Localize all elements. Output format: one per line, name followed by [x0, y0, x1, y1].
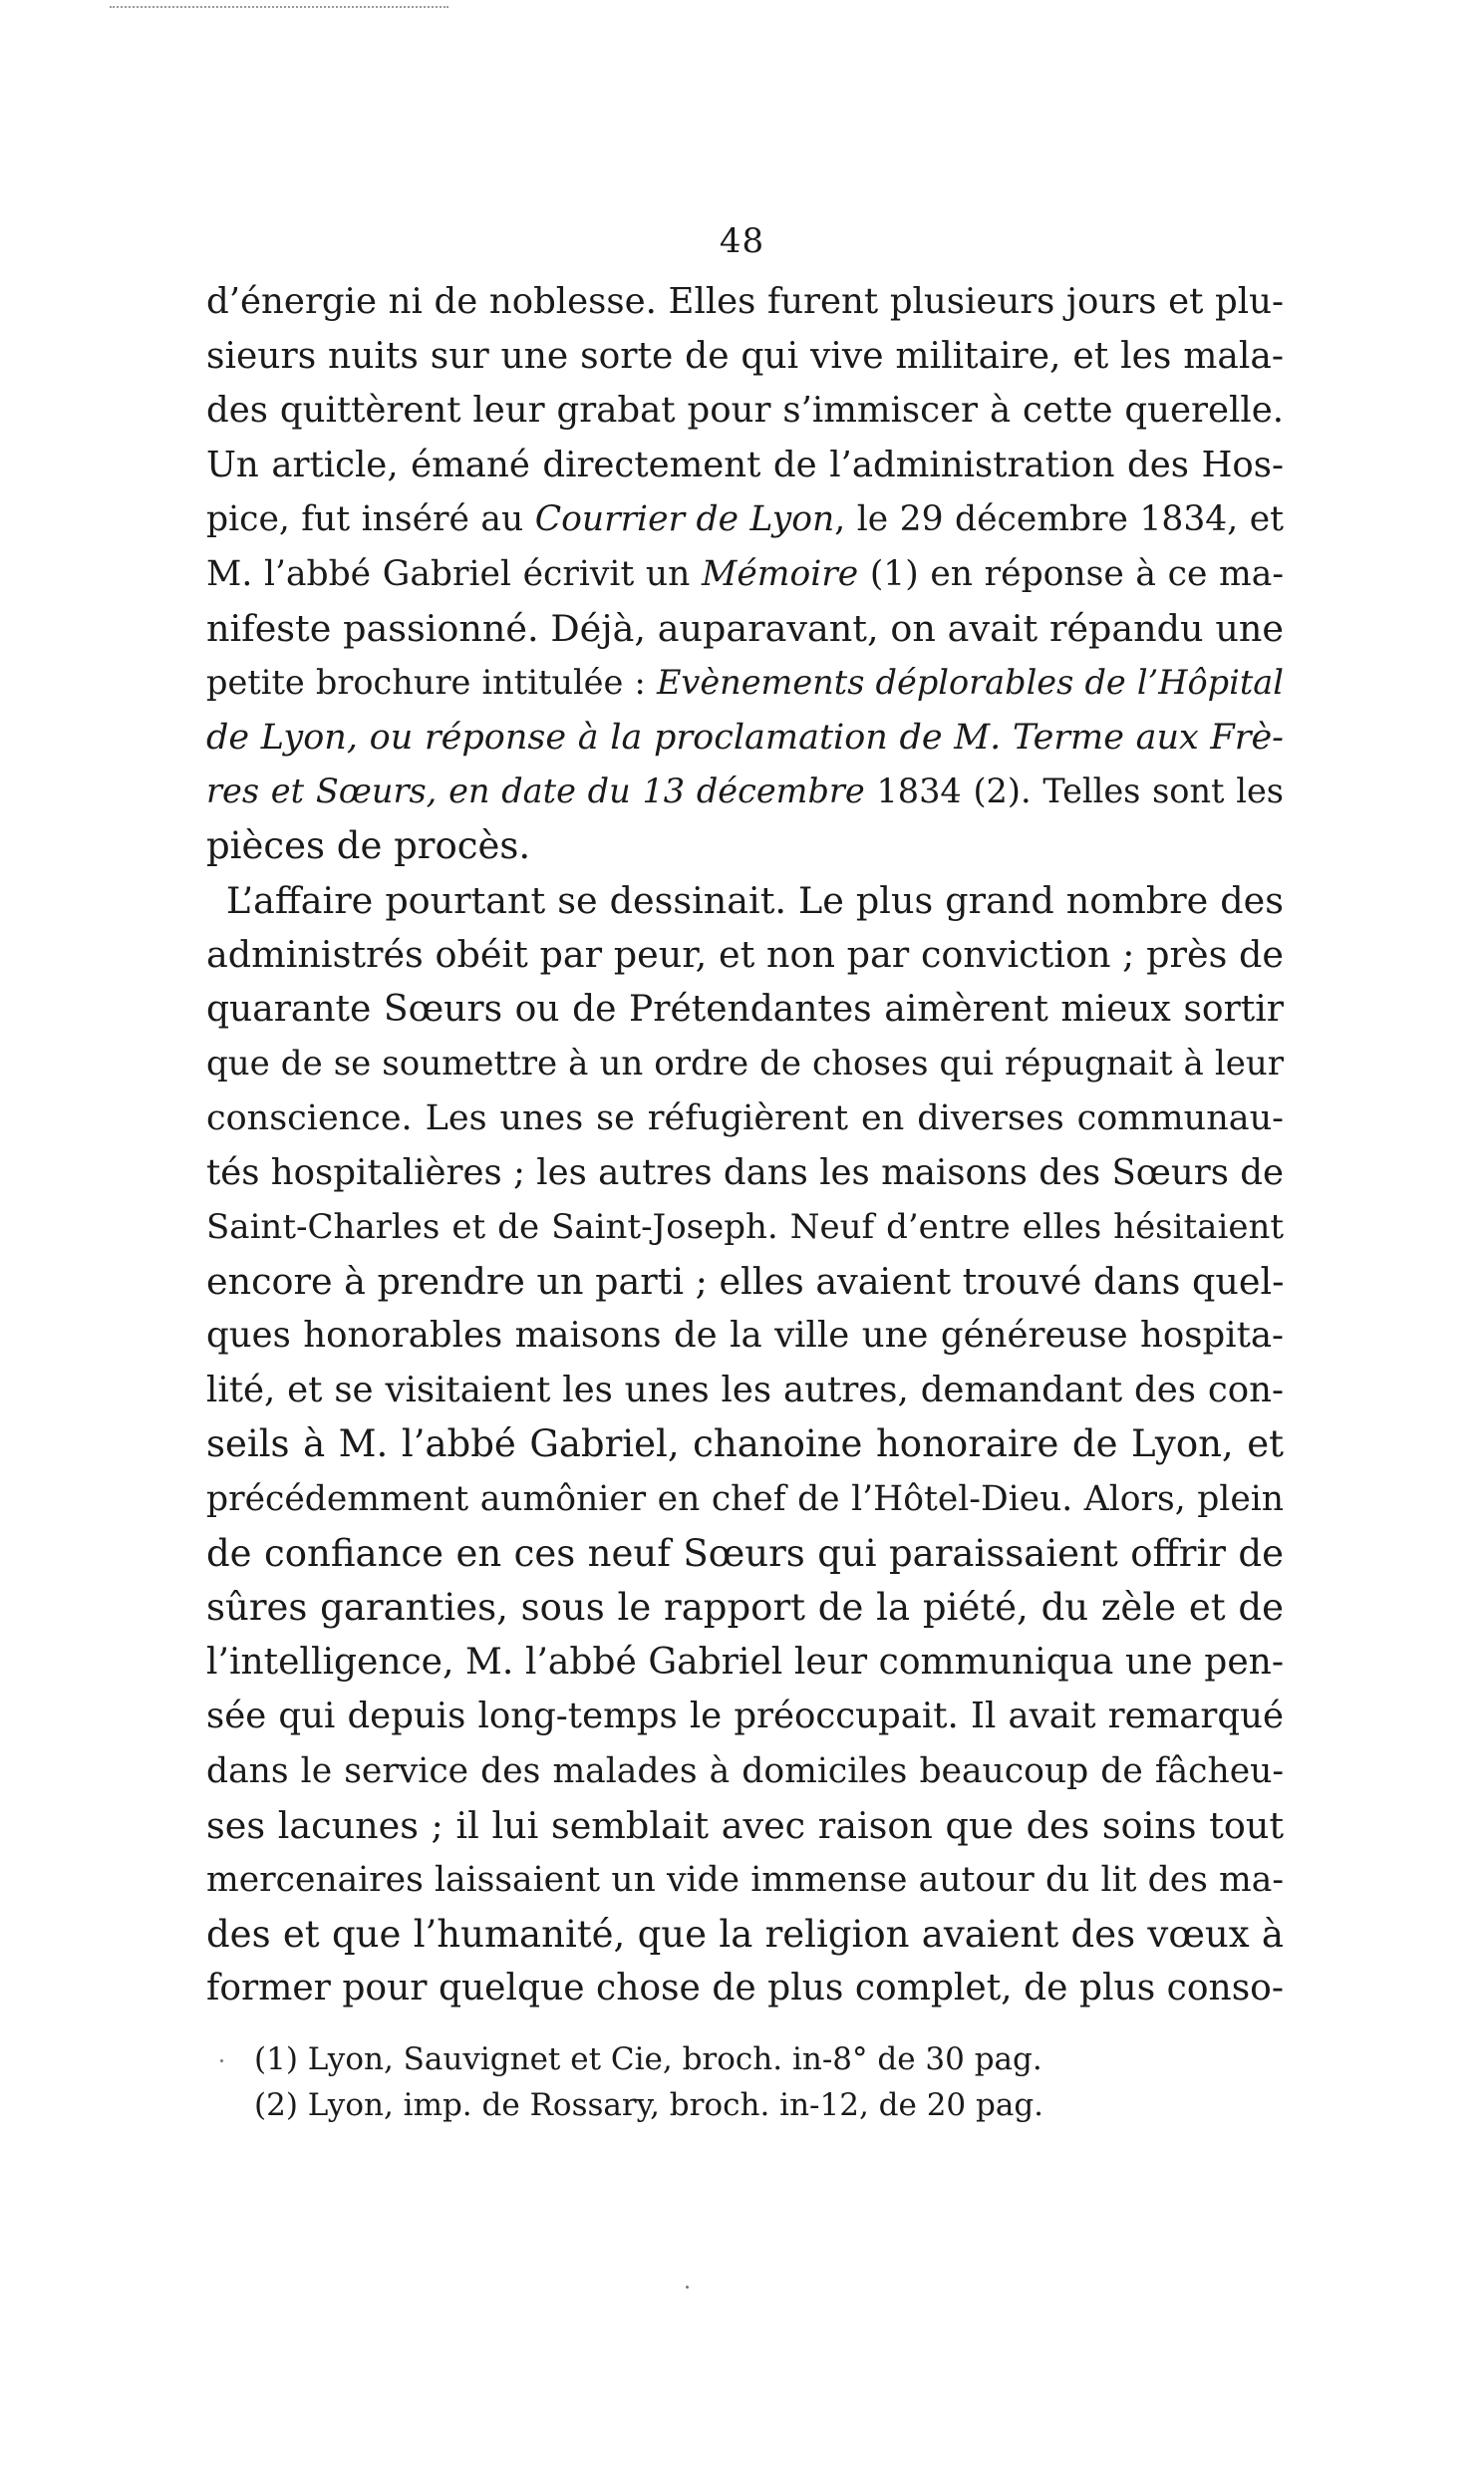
text-segment: sieurs nuits sur une sorte de qui vive militaire, et les mala- — [206, 335, 1284, 377]
paper-speck — [686, 2286, 689, 2289]
text-line — [206, 711, 1284, 766]
text-segment: 1834 (2). Telles sont les — [864, 772, 1284, 811]
text-line — [206, 492, 1284, 547]
italic-text-segment: Evènements déplorables de l’Hôpital — [656, 663, 1284, 703]
text-line — [206, 874, 1284, 929]
text-segment: L’affaire pourtant se dessinait. Le plus grand nombre des — [226, 878, 1284, 922]
text-segment: l’intelligence, M. l’abbé Gabriel leur communiqua une pen- — [206, 1641, 1284, 1683]
footnote-2: (2) Lyon, imp. de Rossary, broch. in-12, de 20 pag. — [254, 2087, 1044, 2123]
text-segment: former pour quelque chose de plus complet, de plus conso- — [206, 1968, 1284, 2009]
text-line — [206, 1037, 1284, 1091]
text-segment: sée qui depuis long-temps le préoccupait. Il avait remarqué — [206, 1696, 1284, 1737]
text-segment: précédemment aumônier en chef de l’Hôtel-Dieu. Alors, plein — [206, 1479, 1284, 1520]
text-line — [206, 1255, 1284, 1310]
text-segment: nifeste passionné. Déjà, auparavant, on avait répandu une — [206, 606, 1284, 650]
text-line — [206, 1200, 1284, 1255]
footnotes — [254, 2036, 1071, 2128]
text-line — [206, 1527, 1284, 1582]
text-line — [206, 1581, 1284, 1636]
text-line — [206, 819, 1284, 874]
text-segment: encore à prendre un parti ; elles avaient trouvé dans quel- — [206, 1259, 1284, 1303]
text-line — [206, 1309, 1284, 1364]
text-line — [206, 1636, 1284, 1691]
text-line — [206, 928, 1284, 983]
text-segment: pièces de procès. — [206, 823, 531, 867]
text-segment: des et que l’humanité, que la religion avaient des vœux à — [206, 1912, 1284, 1956]
text-line — [206, 1908, 1284, 1963]
text-line — [206, 1417, 1284, 1472]
text-segment: ques honorables maisons de la ville une généreuse hospita- — [206, 1315, 1284, 1357]
text-line — [206, 1091, 1284, 1146]
italic-text-segment: res et Sœurs, en date du 13 décembre — [206, 772, 865, 811]
text-line — [206, 1364, 1284, 1418]
text-segment: , le 29 décembre 1834, et — [834, 499, 1284, 540]
text-segment: Un article, émané directement de l’administration des Hos- — [206, 444, 1284, 485]
text-segment: ses lacunes ; il lui semblait avec raison que des soins tout — [206, 1803, 1284, 1847]
text-segment: que de se soumettre à un ordre de choses qui répugnait à leur — [206, 1044, 1284, 1084]
text-segment: quarante Sœurs ou de Prétendantes aimèrent mieux sortir — [206, 988, 1284, 1030]
text-segment: mercenaires laissaient un vide immense autour du lit des ma- — [206, 1860, 1284, 1901]
scan-edge-mark — [110, 6, 448, 10]
italic-text-segment: de Lyon, ou réponse à la proclamation de M. Terme aux Frè- — [206, 717, 1284, 758]
text-segment: conscience. Les unes se réfugièrent en diverses communau- — [206, 1097, 1284, 1138]
text-segment: sûres garanties, sous le rapport de la piété, du zèle et de — [206, 1586, 1284, 1630]
text-segment: des quittèrent leur grabat pour s’immiscer à cette querelle. — [206, 390, 1284, 432]
text-line — [206, 983, 1284, 1038]
paper-speck — [220, 2059, 223, 2062]
text-segment: de confiance en ces neuf Sœurs qui paraissaient offrir de — [206, 1531, 1284, 1575]
text-segment: petite brochure intitulée : — [206, 663, 657, 703]
text-segment: tés hospitalières ; les autres dans les maisons des Sœurs de — [206, 1151, 1284, 1193]
text-segment: M. l’abbé Gabriel écrivit un — [206, 553, 703, 594]
text-line — [206, 1962, 1284, 2016]
text-line — [206, 602, 1284, 657]
text-segment: d’énergie ni de noblesse. Elles furent plusieurs jours et plu- — [206, 281, 1284, 322]
text-line — [206, 765, 1284, 819]
text-line — [206, 439, 1284, 493]
text-segment: seils à M. l’abbé Gabriel, chanoine honoraire de Lyon, et — [206, 1422, 1284, 1466]
text-line — [206, 1744, 1284, 1799]
text-line — [206, 330, 1284, 385]
page-number: 48 — [719, 221, 765, 261]
italic-text-segment: Courrier de Lyon — [534, 499, 835, 540]
text-segment: lité, et se visitaient les unes les autres, demandant des con- — [206, 1369, 1284, 1410]
text-line — [206, 547, 1284, 602]
text-line — [206, 1799, 1284, 1854]
text-line — [206, 1853, 1284, 1908]
body-text — [206, 275, 1284, 2016]
text-segment: pice, fut inséré au — [206, 499, 535, 540]
text-line — [206, 1146, 1284, 1201]
text-segment: dans le service des malades à domiciles beaucoup de fâcheu- — [206, 1751, 1284, 1792]
text-segment: Saint-Charles et de Saint-Joseph. Neuf d’entre elles hésitaient — [206, 1207, 1284, 1248]
footnote-1: (1) Lyon, Sauvignet et Cie, broch. in-8° de 30 pag. — [254, 2041, 1042, 2077]
text-line — [206, 1472, 1284, 1527]
text-segment: administrés obéit par peur, et non par conviction ; près de — [206, 933, 1284, 977]
text-line — [206, 1690, 1284, 1744]
text-line — [206, 384, 1284, 439]
text-segment: (1) en réponse à ce ma- — [858, 553, 1284, 594]
text-line — [206, 275, 1284, 330]
italic-text-segment: Mémoire — [702, 553, 859, 594]
text-line — [206, 656, 1284, 711]
